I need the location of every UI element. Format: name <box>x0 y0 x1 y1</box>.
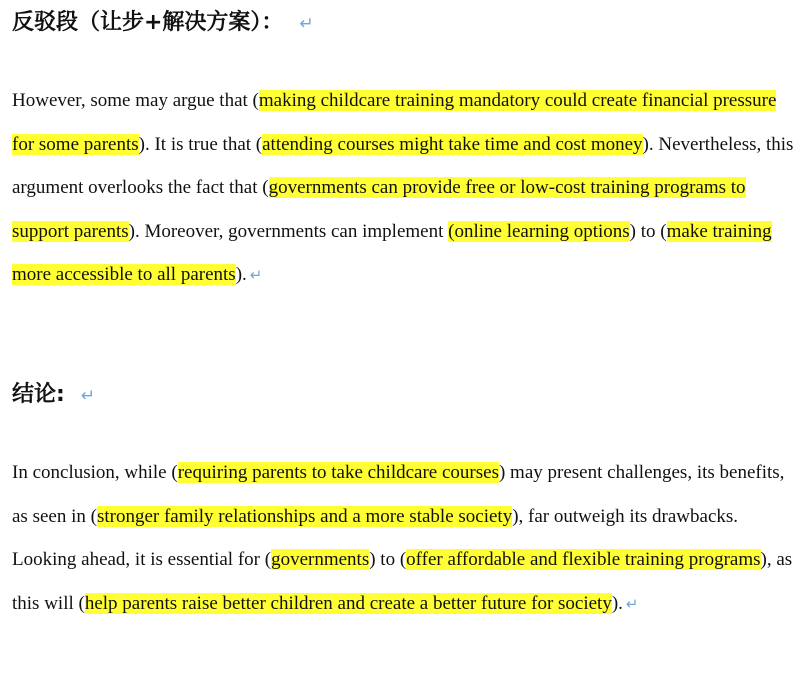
highlighted-text: help parents raise better children and create a better future for society <box>84 592 612 614</box>
conclusion-heading-text: 结论: <box>12 382 65 407</box>
text-segment: ) to ( <box>369 549 407 570</box>
highlighted-text: attending courses might take time and cost money <box>262 133 643 155</box>
text-segment: ). It is true that ( <box>138 133 263 155</box>
text-segment: ). Nevertheless, this argument overlooks the fact that ( <box>12 133 794 198</box>
text-segment: However, some may argue that ( <box>12 90 259 111</box>
conclusion-heading <box>12 380 95 411</box>
text-segment: ). Moreover, governments can implement <box>128 220 449 242</box>
text-segment: ). <box>611 592 623 614</box>
conclusion-paragraph <box>12 451 802 626</box>
highlighted-text: (online learning options <box>448 220 630 242</box>
text-segment: In conclusion, while ( <box>12 462 178 483</box>
highlighted-text: making childcare training mandatory could create financial pressure for some parents <box>12 90 777 155</box>
rebuttal-heading <box>12 8 314 39</box>
text-segment: ), far outweigh its drawbacks. Looking ahead, it is essential for ( <box>12 505 739 570</box>
text-segment: ), as this will ( <box>12 549 793 614</box>
highlighted-text: offer affordable and flexible training programs <box>406 549 761 570</box>
paragraph-mark-icon: ↵ <box>299 14 314 34</box>
highlighted-text: governments <box>271 549 370 570</box>
highlighted-text: stronger family relationships and a more stable society <box>96 505 513 527</box>
text-segment: ) to ( <box>629 220 667 242</box>
rebuttal-heading-text: 反驳段（让步+解决方案）： <box>12 10 284 35</box>
paragraph-mark-icon: ↵ <box>249 266 263 284</box>
text-segment: ). <box>235 264 247 285</box>
text-segment: ) may present challenges, its benefits, as seen in ( <box>12 462 785 527</box>
highlighted-text: governments can provide free or low-cost training programs to support parents <box>12 177 746 242</box>
rebuttal-paragraph <box>12 79 802 298</box>
highlighted-text: requiring parents to take childcare courses <box>177 462 499 483</box>
paragraph-mark-icon: ↵ <box>625 594 639 613</box>
paragraph-mark-icon: ↵ <box>80 386 96 406</box>
highlighted-text: make training more accessible to all parents <box>12 220 772 285</box>
